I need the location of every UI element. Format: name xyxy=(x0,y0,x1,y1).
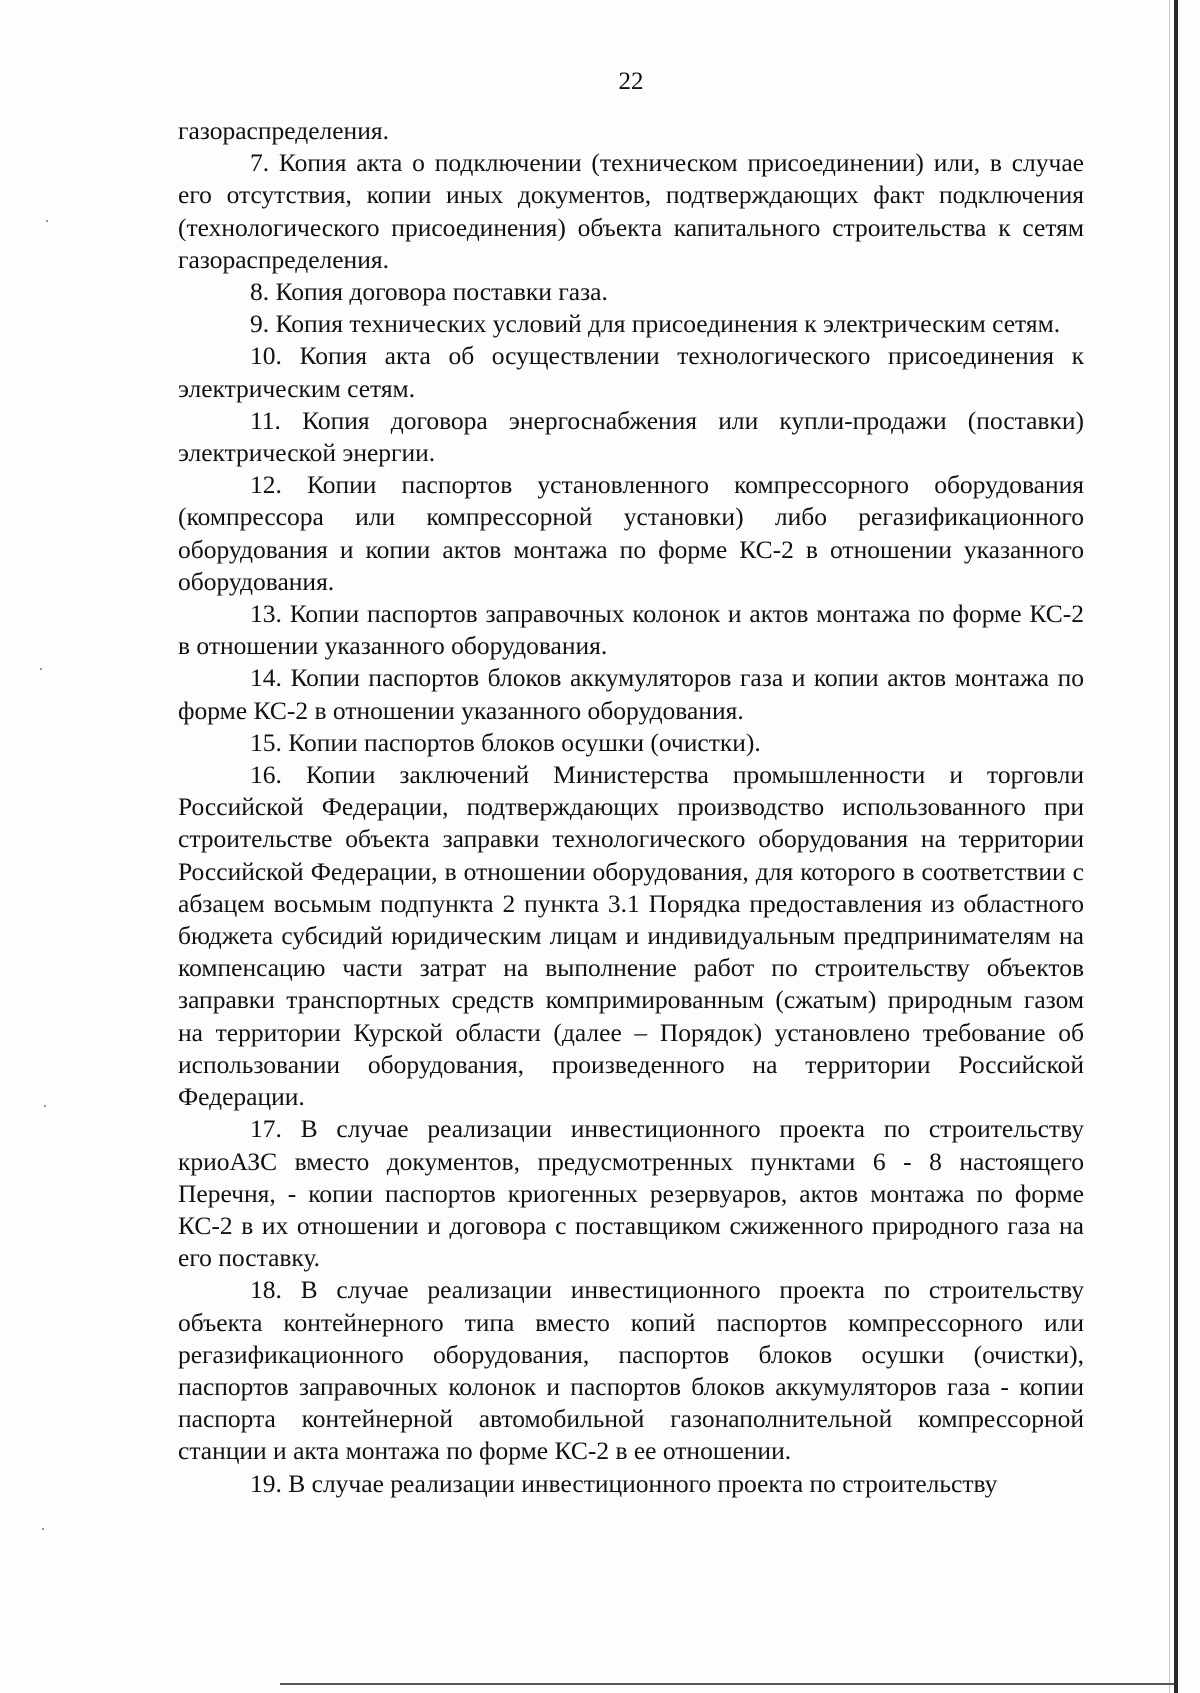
list-item-7: 7. Копия акта о подключении (техническом присоединении) или, в случае его отсутствия, копии иных документов, подтверждающих факт подключения (технологического присоединения) объекта капитального строительства к сетям газораспределения. xyxy=(178,148,1084,274)
list-item-12: 12. Копии паспортов установленного компрессорного оборудования (компрессора или компрессорной установки) либо регазификационного оборудования и копии актов монтажа по форме КС-2 в отношении указанного оборудования. xyxy=(178,470,1084,596)
document-body xyxy=(178,115,1084,1500)
list-item-14: 14. Копии паспортов блоков аккумуляторов газа и копии актов монтажа по форме КС-2 в отношении указанного оборудования. xyxy=(178,663,1084,725)
list-item-11: 11. Копия договора энергоснабжения или купли-продажи (поставки) электрической энергии. xyxy=(178,405,1084,468)
paragraph-continuation: газораспределения. xyxy=(178,116,389,145)
scan-page-edge xyxy=(1174,0,1178,1693)
list-item-13: 13. Копии паспортов заправочных колонок и актов монтажа по форме КС-2 в отношении указанного оборудования. xyxy=(178,599,1084,661)
scan-speck xyxy=(40,668,42,670)
scan-speck xyxy=(42,1528,44,1530)
scan-speck xyxy=(46,220,48,222)
list-item-10: 10. Копия акта об осуществлении технологического присоединения к электрическим сетям. xyxy=(178,341,1084,403)
list-item-8: 8. Копия договора поставки газа. xyxy=(250,277,608,307)
list-item-15: 15. Копии паспортов блоков осушки (очистки). xyxy=(250,727,761,757)
list-item-9: 9. Копия технических условий для присоединения к электрическим сетям. xyxy=(250,309,1061,339)
list-item-19: 19. В случае реализации инвестиционного проекта по строительству xyxy=(250,1468,998,1498)
list-item-17: 17. В случае реализации инвестиционного проекта по строительству криоАЗС вместо документов, предусмотренных пунктами 6 - 8 настоящего Перечня, - копии паспортов криогенных резервуаров, актов монтажа по форме КС-2 в их отношении и договора с поставщиком сжиженного природного газа на его поставку. xyxy=(178,1114,1084,1273)
page-number: 22 xyxy=(618,68,644,95)
list-item-16: 16. Копии заключений Министерства промышленности и торговли Российской Федерации, подтверждающих производство использованного при строительстве объекта заправки технологического оборудования на территории Российской Федерации, в отношении оборудования, для которого в соответствии с абзацем восьмым подпункта 2 пункта 3.1 Порядка предоставления из областного бюджета субсидий юридическим лицам и индивидуальным предпринимателям на компенсацию части затрат на выполнение работ по строительству объектов заправки транспортных средств компримированным (сжатым) природным газом на территории Курской области (далее – Порядок) установлено требование об использовании оборудования, произведенного на территории Российской Федерации. xyxy=(178,760,1084,1112)
scan-page-edge-shadow xyxy=(1169,0,1170,1693)
scan-speck xyxy=(44,1105,46,1107)
scan-bottom-edge xyxy=(280,1683,1174,1685)
list-item-18: 18. В случае реализации инвестиционного проекта по строительству объекта контейнерного типа вместо копий паспортов компрессорного или регазификационного оборудования, паспортов блоков осушки (очистки), паспортов заправочных колонок и паспортов блоков аккумуляторов газа - копии паспорта контейнерной автомобильной газонаполнительной компрессорной станции и акта монтажа по форме КС-2 в ее отношении. xyxy=(178,1275,1084,1466)
